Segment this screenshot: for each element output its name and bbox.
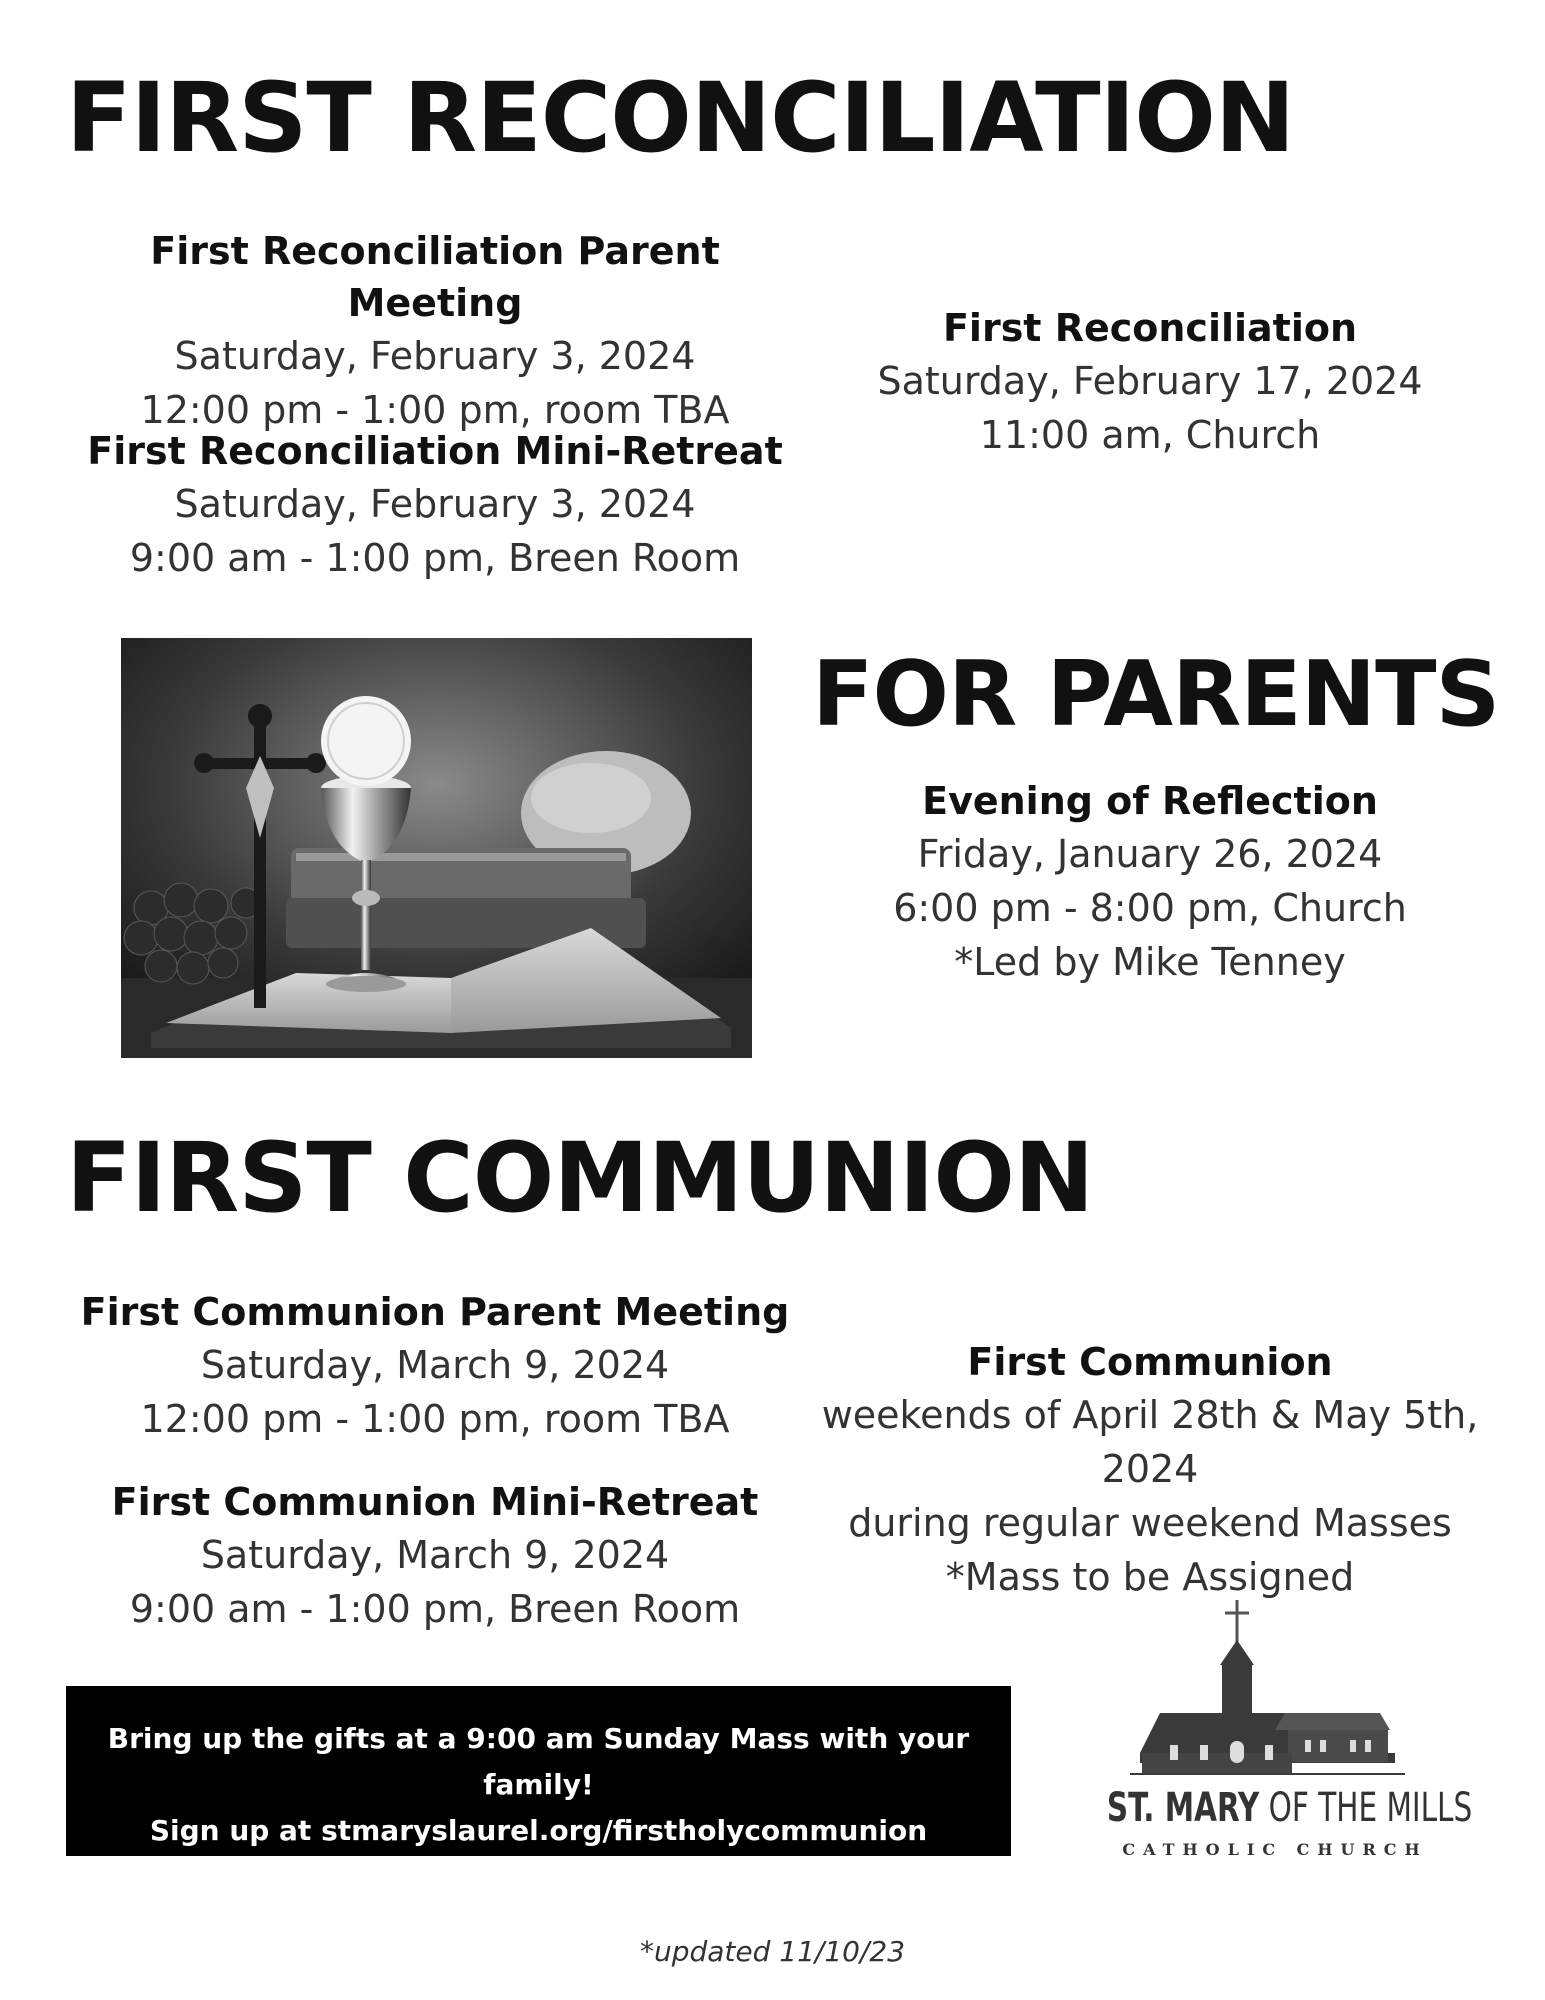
logo-subtitle: CATHOLIC CHURCH: [1122, 1840, 1428, 1859]
recon-parent-meeting: [60, 225, 810, 437]
event-time: 12:00 pm - 1:00 pm, room TBA: [140, 388, 730, 432]
communion-parent-meeting: [60, 1286, 810, 1446]
communion-mini-retreat: [60, 1476, 810, 1636]
banner-link-text[interactable]: Sign up at stmaryslaurel.org/firstholycommunion: [149, 1814, 928, 1847]
evening-of-reflection: [840, 775, 1460, 989]
logo-wordmark: [1106, 1785, 1473, 1831]
recon-mini-retreat: [60, 425, 810, 585]
heading-first-communion: FIRST COMMUNION: [66, 1122, 1094, 1234]
event-title: Evening of Reflection: [922, 779, 1378, 823]
signup-banner: [66, 1686, 1011, 1856]
logo-name-rest: OF THE MILLS: [1259, 1785, 1473, 1831]
communion-photo: [121, 638, 752, 1058]
first-reconciliation-event: [840, 302, 1460, 462]
event-time: 9:00 am - 1:00 pm, Breen Room: [129, 1587, 741, 1631]
event-time: 12:00 pm - 1:00 pm, room TBA: [140, 1397, 730, 1441]
event-date: Saturday, February 3, 2024: [174, 482, 696, 526]
event-title: First Communion Parent Meeting: [80, 1290, 790, 1334]
event-date: Saturday, March 9, 2024: [200, 1533, 670, 1577]
logo-name-bold: ST. MARY: [1106, 1785, 1260, 1831]
event-date: Saturday, February 17, 2024: [877, 359, 1423, 403]
chalice-bread-bible-image: [121, 638, 752, 1058]
event-date: Friday, January 26, 2024: [917, 832, 1383, 876]
event-note: *Mass to be Assigned: [945, 1555, 1355, 1599]
updated-note: *updated 11/10/23: [639, 1935, 906, 1968]
event-title: First Communion: [967, 1340, 1333, 1384]
event-line: during regular weekend Masses: [848, 1501, 1452, 1545]
event-title: First Reconciliation: [942, 306, 1358, 350]
church-building-icon: [1060, 1595, 1490, 1775]
event-time: 6:00 pm - 8:00 pm, Church: [893, 886, 1407, 930]
event-title: First Reconciliation Parent Meeting: [150, 229, 720, 325]
heading-first-reconciliation: FIRST RECONCILIATION: [66, 62, 1295, 174]
event-time: 11:00 am, Church: [979, 413, 1321, 457]
event-date: Saturday, February 3, 2024: [174, 334, 696, 378]
event-line: weekends of April 28th & May 5th, 2024: [821, 1393, 1479, 1491]
church-logo: [1060, 1595, 1490, 1865]
event-note: *Led by Mike Tenney: [954, 940, 1346, 984]
first-communion-event: [780, 1336, 1520, 1604]
event-title: First Reconciliation Mini-Retreat: [87, 429, 783, 473]
event-title: First Communion Mini-Retreat: [111, 1480, 759, 1524]
event-time: 9:00 am - 1:00 pm, Breen Room: [129, 536, 741, 580]
banner-line: Bring up the gifts at a 9:00 am Sunday Mass with your family!: [107, 1722, 970, 1801]
heading-for-parents: FOR PARENTS: [812, 642, 1500, 747]
event-date: Saturday, March 9, 2024: [200, 1343, 670, 1387]
